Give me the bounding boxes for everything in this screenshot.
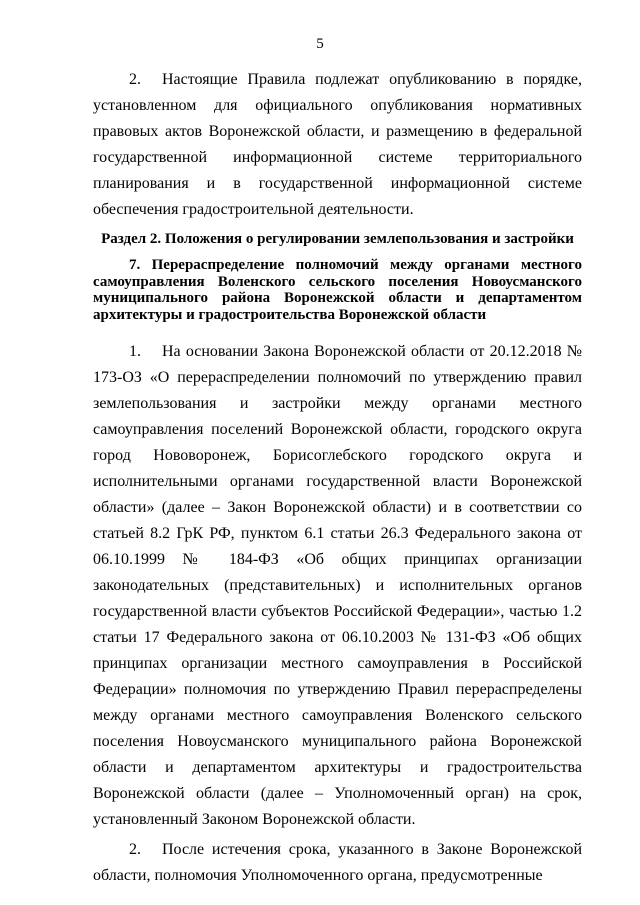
section-title: Раздел 2. Положения о регулировании землепользования и застройки bbox=[101, 231, 574, 247]
paragraph-text: После истечения срока, указанного в Законе Воронежской области, полномочия Уполномоченного органа, предусмотренные bbox=[93, 841, 582, 884]
paragraph-number: 1. bbox=[129, 343, 141, 360]
paragraph-number: 2. bbox=[129, 841, 141, 858]
paragraph-number: 2. bbox=[129, 71, 141, 88]
article-title: 7. Перераспределение полномочий между органами местного самоуправления Воленского сельского поселения Новоусманского муниципального района Воронежской области и департаментом архитектуры и градостроительства Воронежской области bbox=[93, 257, 582, 323]
document-body bbox=[93, 67, 582, 893]
paragraph-2-expiry bbox=[93, 837, 582, 889]
page-number: 5 bbox=[316, 36, 324, 52]
paragraph-text: На основании Закона Воронежской области от 20.12.2018 № 173-ОЗ «О перераспределении полномочий по утверждению правил землепользования и застройки между органами местного самоуправления поселений Воронежской области, городского округа город Нововоронеж, Борисоглебского городского округа и исполнительными органами государственной власти Воронежской области» (далее – Закон Воронежской области) и в соответствии со статьей 8.2 ГрК РФ, пунктом 6.1 статьи 26.3 Федерального закона от 06.10.1999 № 184-ФЗ «Об общих принципах организации законодательных (представительных) и исполнительных органов государственной власти субъектов Российской Федерации», частью 1.2 статьи 17 Федерального закона от 06.10.2003 № 131-ФЗ «Об общих принципах организации местного самоуправления в Российской Федерации» полномочия по утверждению Правил перераспределены между органами местного самоуправления Воленского сельского поселения Новоусманского муниципального района Воронежской области и департаментом архитектуры и градостроительства Воронежской области (далее – Уполномоченный орган) на срок, установленный Законом Воронежской области. bbox=[93, 343, 582, 828]
paragraph-text: Настоящие Правила подлежат опубликованию в порядке, установленном для официального опубликования нормативных правовых актов Воронежской области, и размещению в федеральной государственной информационной системе территориального планирования и в государственной информационной системе обеспечения градостроительной деятельности. bbox=[93, 71, 582, 218]
paragraph-1-redistribution bbox=[93, 339, 582, 833]
paragraph-2-publication bbox=[93, 67, 582, 223]
